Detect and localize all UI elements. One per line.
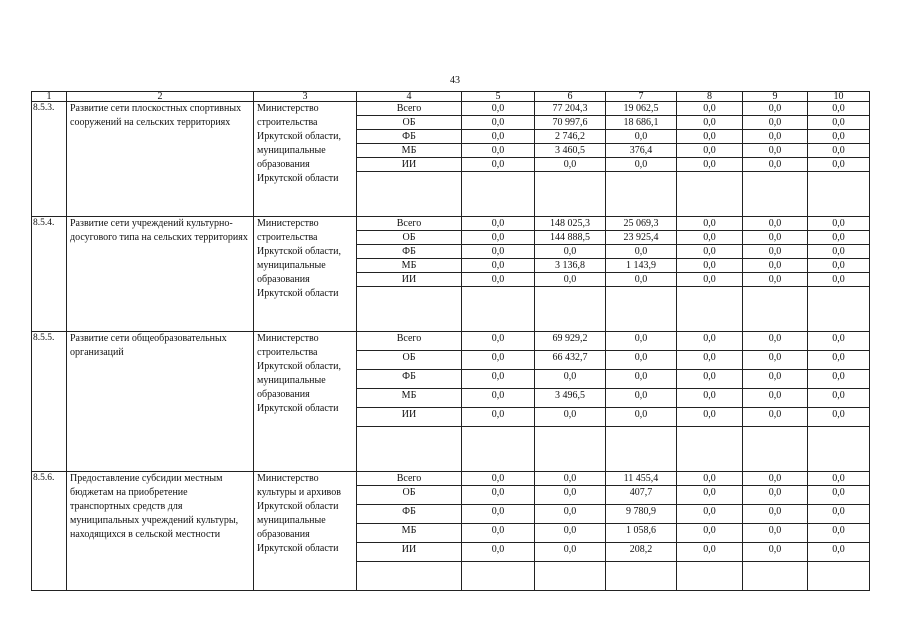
value-cell: 0,0 — [808, 231, 870, 245]
blank-cell — [677, 562, 743, 591]
column-number: 3 — [254, 92, 357, 102]
value-cell: 0,0 — [808, 144, 870, 158]
funding-source: ФБ — [357, 130, 462, 144]
blank-cell — [535, 287, 606, 332]
value-cell: 0,0 — [677, 332, 743, 351]
column-number: 7 — [606, 92, 677, 102]
blank-cell — [677, 287, 743, 332]
row-code: 8.5.3. — [32, 102, 67, 217]
value-cell: 23 925,4 — [606, 231, 677, 245]
column-number-row — [32, 92, 870, 102]
value-cell: 0,0 — [743, 408, 808, 427]
value-cell: 0,0 — [462, 486, 535, 505]
value-cell: 0,0 — [677, 245, 743, 259]
blank-cell — [808, 427, 870, 472]
value-cell: 0,0 — [462, 217, 535, 231]
row-organization: Министерство строительства Иркутской области, муниципальные образования Иркутской области — [254, 217, 357, 332]
funding-source: МБ — [357, 524, 462, 543]
column-number: 10 — [808, 92, 870, 102]
value-cell: 9 780,9 — [606, 505, 677, 524]
blank-cell — [462, 172, 535, 217]
value-cell: 0,0 — [606, 408, 677, 427]
value-cell: 0,0 — [743, 273, 808, 287]
value-cell: 0,0 — [535, 158, 606, 172]
funding-source: Всего — [357, 332, 462, 351]
value-cell: 0,0 — [677, 408, 743, 427]
value-cell: 0,0 — [808, 158, 870, 172]
value-cell: 0,0 — [677, 505, 743, 524]
value-cell: 0,0 — [677, 144, 743, 158]
value-cell: 0,0 — [606, 370, 677, 389]
value-cell: 0,0 — [535, 486, 606, 505]
blank-cell — [462, 562, 535, 591]
value-cell: 0,0 — [462, 332, 535, 351]
value-cell: 69 929,2 — [535, 332, 606, 351]
value-cell: 0,0 — [462, 472, 535, 486]
value-cell: 0,0 — [535, 524, 606, 543]
value-cell: 0,0 — [677, 524, 743, 543]
value-cell: 0,0 — [462, 543, 535, 562]
table-row — [32, 102, 870, 116]
funding-source: ИИ — [357, 408, 462, 427]
funding-source: ФБ — [357, 505, 462, 524]
value-cell: 376,4 — [606, 144, 677, 158]
value-cell: 3 136,8 — [535, 259, 606, 273]
funding-source: ИИ — [357, 158, 462, 172]
funding-source: ОБ — [357, 486, 462, 505]
funding-source: Всего — [357, 102, 462, 116]
value-cell: 0,0 — [606, 332, 677, 351]
value-cell: 19 062,5 — [606, 102, 677, 116]
blank-cell — [357, 172, 462, 217]
value-cell: 144 888,5 — [535, 231, 606, 245]
value-cell: 0,0 — [606, 389, 677, 408]
funding-source: ФБ — [357, 245, 462, 259]
value-cell: 0,0 — [808, 116, 870, 130]
value-cell: 0,0 — [677, 472, 743, 486]
value-cell: 0,0 — [743, 332, 808, 351]
row-description: Развитие сети плоскостных спортивных сооружений на сельских территориях — [67, 102, 254, 217]
value-cell: 0,0 — [808, 370, 870, 389]
row-description: Развитие сети общеобразовательных организаций — [67, 332, 254, 472]
value-cell: 0,0 — [462, 370, 535, 389]
funding-source: МБ — [357, 259, 462, 273]
value-cell: 0,0 — [808, 332, 870, 351]
value-cell: 0,0 — [743, 217, 808, 231]
value-cell: 208,2 — [606, 543, 677, 562]
value-cell: 0,0 — [535, 273, 606, 287]
value-cell: 0,0 — [606, 351, 677, 370]
row-code: 8.5.4. — [32, 217, 67, 332]
blank-cell — [743, 172, 808, 217]
funding-source: ИИ — [357, 543, 462, 562]
funding-source: МБ — [357, 389, 462, 408]
page-number: 43 — [450, 75, 460, 86]
value-cell: 18 686,1 — [606, 116, 677, 130]
blank-cell — [462, 427, 535, 472]
value-cell: 0,0 — [462, 102, 535, 116]
value-cell: 1 143,9 — [606, 259, 677, 273]
value-cell: 0,0 — [462, 351, 535, 370]
column-number: 9 — [743, 92, 808, 102]
value-cell: 0,0 — [462, 524, 535, 543]
value-cell: 0,0 — [808, 543, 870, 562]
value-cell: 0,0 — [677, 158, 743, 172]
value-cell: 0,0 — [606, 130, 677, 144]
value-cell: 407,7 — [606, 486, 677, 505]
column-number: 2 — [67, 92, 254, 102]
value-cell: 0,0 — [677, 217, 743, 231]
budget-table — [31, 91, 870, 591]
value-cell: 0,0 — [743, 486, 808, 505]
value-cell: 0,0 — [677, 130, 743, 144]
value-cell: 0,0 — [743, 130, 808, 144]
funding-source: ОБ — [357, 231, 462, 245]
row-code: 8.5.5. — [32, 332, 67, 472]
blank-cell — [743, 562, 808, 591]
value-cell: 0,0 — [462, 389, 535, 408]
blank-cell — [606, 562, 677, 591]
value-cell: 0,0 — [808, 217, 870, 231]
row-organization: Министерство строительства Иркутской области, муниципальные образования Иркутской области — [254, 332, 357, 472]
blank-cell — [808, 287, 870, 332]
value-cell: 0,0 — [743, 351, 808, 370]
blank-cell — [808, 172, 870, 217]
row-code: 8.5.6. — [32, 472, 67, 591]
value-cell: 0,0 — [462, 116, 535, 130]
value-cell: 66 432,7 — [535, 351, 606, 370]
value-cell: 0,0 — [808, 259, 870, 273]
value-cell: 0,0 — [677, 389, 743, 408]
value-cell: 0,0 — [743, 472, 808, 486]
value-cell: 0,0 — [743, 389, 808, 408]
blank-cell — [743, 287, 808, 332]
value-cell: 0,0 — [535, 408, 606, 427]
column-number: 5 — [462, 92, 535, 102]
funding-source: МБ — [357, 144, 462, 158]
blank-cell — [535, 427, 606, 472]
value-cell: 0,0 — [606, 158, 677, 172]
blank-cell — [606, 172, 677, 217]
value-cell: 0,0 — [677, 259, 743, 273]
value-cell: 0,0 — [462, 408, 535, 427]
table-row — [32, 472, 870, 486]
value-cell: 0,0 — [808, 245, 870, 259]
blank-cell — [606, 287, 677, 332]
table-row — [32, 332, 870, 351]
blank-cell — [462, 287, 535, 332]
value-cell: 0,0 — [677, 273, 743, 287]
value-cell: 1 058,6 — [606, 524, 677, 543]
value-cell: 0,0 — [743, 259, 808, 273]
value-cell: 0,0 — [743, 370, 808, 389]
value-cell: 0,0 — [677, 231, 743, 245]
value-cell: 0,0 — [743, 231, 808, 245]
value-cell: 0,0 — [808, 486, 870, 505]
value-cell: 0,0 — [743, 116, 808, 130]
value-cell: 2 746,2 — [535, 130, 606, 144]
blank-cell — [535, 172, 606, 217]
value-cell: 0,0 — [808, 524, 870, 543]
value-cell: 0,0 — [462, 130, 535, 144]
value-cell: 3 460,5 — [535, 144, 606, 158]
value-cell: 25 069,3 — [606, 217, 677, 231]
value-cell: 148 025,3 — [535, 217, 606, 231]
value-cell: 0,0 — [808, 102, 870, 116]
value-cell: 0,0 — [743, 144, 808, 158]
value-cell: 0,0 — [808, 273, 870, 287]
row-organization: Министерство культуры и архивов Иркутской области муниципальные образования Иркутской области — [254, 472, 357, 591]
value-cell: 0,0 — [677, 351, 743, 370]
value-cell: 0,0 — [743, 524, 808, 543]
value-cell: 3 496,5 — [535, 389, 606, 408]
blank-cell — [677, 427, 743, 472]
funding-source: ФБ — [357, 370, 462, 389]
value-cell: 0,0 — [743, 245, 808, 259]
value-cell: 70 997,6 — [535, 116, 606, 130]
value-cell: 0,0 — [743, 102, 808, 116]
value-cell: 0,0 — [606, 273, 677, 287]
value-cell: 0,0 — [677, 543, 743, 562]
blank-cell — [606, 427, 677, 472]
value-cell: 0,0 — [677, 486, 743, 505]
value-cell: 11 455,4 — [606, 472, 677, 486]
column-number: 4 — [357, 92, 462, 102]
row-description: Предоставление субсидии местным бюджетам на приобретение транспортных средств для муниципальных учреждений культуры, находящихся в сельской местности — [67, 472, 254, 591]
value-cell: 0,0 — [462, 259, 535, 273]
value-cell: 0,0 — [743, 158, 808, 172]
row-organization: Министерство строительства Иркутской области, муниципальные образования Иркутской области — [254, 102, 357, 217]
blank-cell — [677, 172, 743, 217]
value-cell: 0,0 — [677, 116, 743, 130]
value-cell: 0,0 — [462, 231, 535, 245]
value-cell: 0,0 — [808, 505, 870, 524]
funding-source: Всего — [357, 472, 462, 486]
value-cell: 0,0 — [462, 273, 535, 287]
blank-cell — [357, 562, 462, 591]
value-cell: 0,0 — [535, 505, 606, 524]
value-cell: 0,0 — [535, 245, 606, 259]
value-cell: 0,0 — [677, 370, 743, 389]
table-row — [32, 217, 870, 231]
blank-cell — [808, 562, 870, 591]
value-cell: 0,0 — [606, 245, 677, 259]
value-cell: 0,0 — [677, 102, 743, 116]
funding-source: ИИ — [357, 273, 462, 287]
funding-source: ОБ — [357, 351, 462, 370]
value-cell: 0,0 — [808, 408, 870, 427]
column-number: 8 — [677, 92, 743, 102]
value-cell: 0,0 — [535, 543, 606, 562]
value-cell: 0,0 — [808, 472, 870, 486]
value-cell: 0,0 — [462, 245, 535, 259]
value-cell: 0,0 — [808, 351, 870, 370]
value-cell: 0,0 — [535, 472, 606, 486]
value-cell: 0,0 — [808, 130, 870, 144]
value-cell: 0,0 — [743, 543, 808, 562]
value-cell: 0,0 — [462, 158, 535, 172]
value-cell: 0,0 — [743, 505, 808, 524]
value-cell: 0,0 — [462, 144, 535, 158]
value-cell: 0,0 — [535, 370, 606, 389]
column-number: 1 — [32, 92, 67, 102]
blank-cell — [743, 427, 808, 472]
value-cell: 0,0 — [462, 505, 535, 524]
row-description: Развитие сети учреждений культурно-досугового типа на сельских территориях — [67, 217, 254, 332]
column-number: 6 — [535, 92, 606, 102]
value-cell: 77 204,3 — [535, 102, 606, 116]
funding-source: Всего — [357, 217, 462, 231]
blank-cell — [357, 287, 462, 332]
funding-source: ОБ — [357, 116, 462, 130]
blank-cell — [357, 427, 462, 472]
value-cell: 0,0 — [808, 389, 870, 408]
blank-cell — [535, 562, 606, 591]
